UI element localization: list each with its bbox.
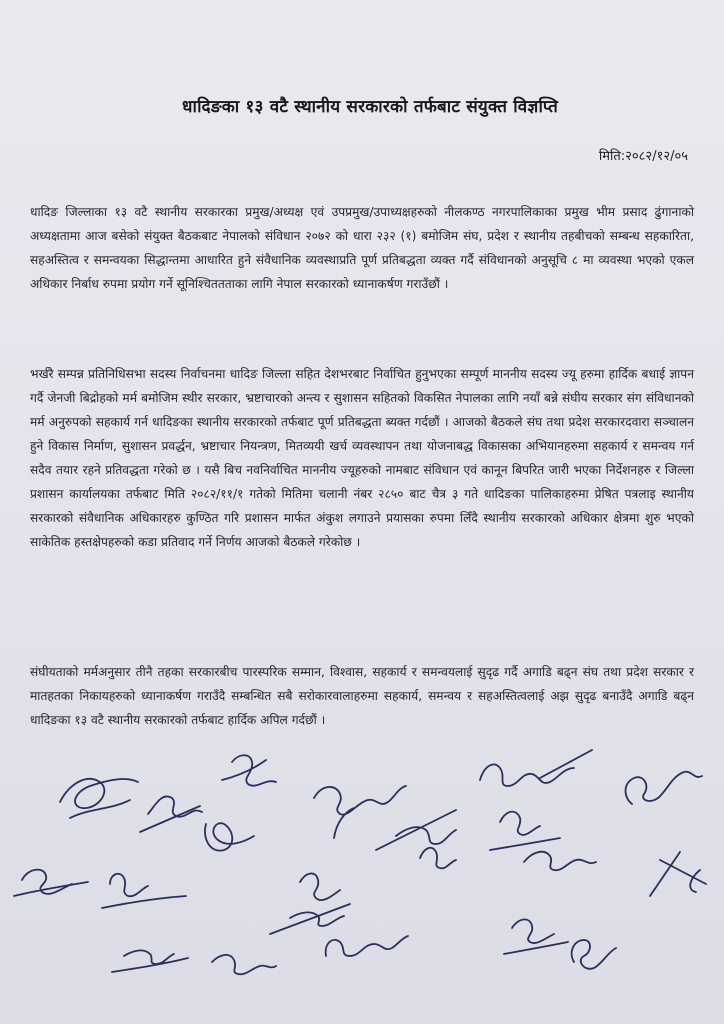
signature <box>420 848 456 869</box>
signature <box>572 940 616 969</box>
signature <box>326 936 408 956</box>
signature <box>212 955 276 974</box>
paragraph-2: भर्खरै सम्पन्न प्रतिनिधिसभा सदस्य निर्वाचनमा धादिङ जिल्ला सहित देशभरबाट निर्वाचित हुनुभएका सम्पूर्ण माननीय सदस्य ज्यू हरुमा हार्दिक बधाई ज्ञापन गर्दै जेनजी बिद्रोहको मर्म बमोजिम स्थीर सरकार, भ्रष्टाचारको अन्त्य र सुशासन सहितको विकसित नेपालका लागि नयाँ बन्ने संघीय सरकार संग संविधानको मर्म अनुरुपको सहकार्य गर्न धादिङका स्थानीय सरकारको तर्फबाट पूर्ण प्रतिबद्धता ब्यक्त गर्दछौं । आजको बैठकले संघ तथा प्रदेश सरकारदवारा सञ्चालन हुने विकास निर्माण, सुशासन प्रवर्द्धन, भ्रष्टाचार नियन्त्रण, मितव्ययी खर्च व्यवस्थापन तथा योजनाबद्ध विकासका अभियानहरुमा सहकार्य र समन्वय गर्न सदैव तयार रहने प्रतिवद्धता गरेको छ । यसै बिच नवनिर्वाचित माननीय ज्यूहरुको नामबाट संविधान एवं कानून बिपरित जारी भएका निर्देशनहरु र जिल्ला प्रशासन कार्यालयका तर्फबाट मिति २०८२/११/१ गतेको मितिमा चलानी नंबर २८५० बाट चैत्र ३ गते धादिङका पालिकाहरुमा प्रेषित पत्रलाइ स्थानीय सरकारको संवैधानिक अधिकारहरु कुण्ठित गरि प्रशासन मार्फत अंकुश लगाउने प्रयासका रुपमा लिँदै स्थानीय सरकारको अधिकार क्षेत्रमा शुरु भएको साकेतिक हस्तक्षेपहरुको कडा प्रतिवाद गर्ने निर्णय आजको बैठकले गरेकोछ । <box>30 367 694 549</box>
signature <box>222 755 276 785</box>
signature <box>504 919 568 954</box>
paragraph-1: धादिङ जिल्लाका १३ वटै स्थानीय सरकारका प्रमुख/अध्यक्ष एवं उपप्रमुख/उपाध्यक्षहरुको नीलकण्ठ नगरपालिकाका प्रमुख भीम प्रसाद ढुंगानाको अध्यक्षतामा आज बसेको संयुक्त बैठकबाट नेपालको संविधान २०७२ को धारा २३२ (१) बमोजिम संघ, प्रदेश र स्थानीय तहबीचको सम्बन्ध सहकारिता, सहअस्तित्व र समन्वयका सिद्धान्तमा आधारित हुने संवैधानिक व्यवस्थाप्रति पूर्ण प्रतिबद्धता व्यक्त गर्दै संविधानको अनुसूचि ८ मा व्यवस्था भएको एकल अधिकार निर्बाध रुपमा प्रयोग गर्ने सूनिश्चिततताका लागि नेपाल सरकारको ध्यानाकर्षण गराउँछौं । <box>30 205 694 291</box>
signature <box>112 950 188 972</box>
signature <box>650 852 706 896</box>
signature <box>205 823 254 850</box>
signature <box>480 750 592 786</box>
document-title: धादिङका १३ वटै स्थानीय सरकारको तर्फबाट संयुक्त विज्ञप्ति <box>182 97 558 117</box>
paragraph-3: संघीयताको मर्मअनुसार तीनै तहका सरकारबीच पारस्परिक सम्मान, विश्वास, सहकार्य र समन्वयलाई सुदृढ गर्दै अगाडि बढ्न संघ तथा प्रदेश सरकार र मातहतका निकायहरुको ध्यानाकर्षण गराउँदै सम्बन्धित सबै सरोकारवालाहरुमा सहकार्य, समन्वय र सहअस्तित्वलाई अझ सुदृढ बनाउँदै अगाडि बढ्न धादिङका १३ वटै स्थानीय सरकारको तर्फबाट हार्दिक अपिल गर्दछौं । <box>30 665 694 727</box>
signatures-drawing <box>0 740 724 1024</box>
signature <box>140 796 202 832</box>
signature <box>524 852 596 871</box>
signature <box>490 812 560 850</box>
signature <box>60 779 138 818</box>
signature <box>102 874 186 908</box>
signature <box>270 904 350 934</box>
signature <box>314 786 406 815</box>
signature <box>376 810 456 850</box>
signature <box>300 808 354 900</box>
signature <box>14 870 88 896</box>
signature-block <box>0 740 724 1024</box>
document-date: मिति:२०८२/१२/०५ <box>598 149 688 164</box>
signature <box>626 772 703 804</box>
